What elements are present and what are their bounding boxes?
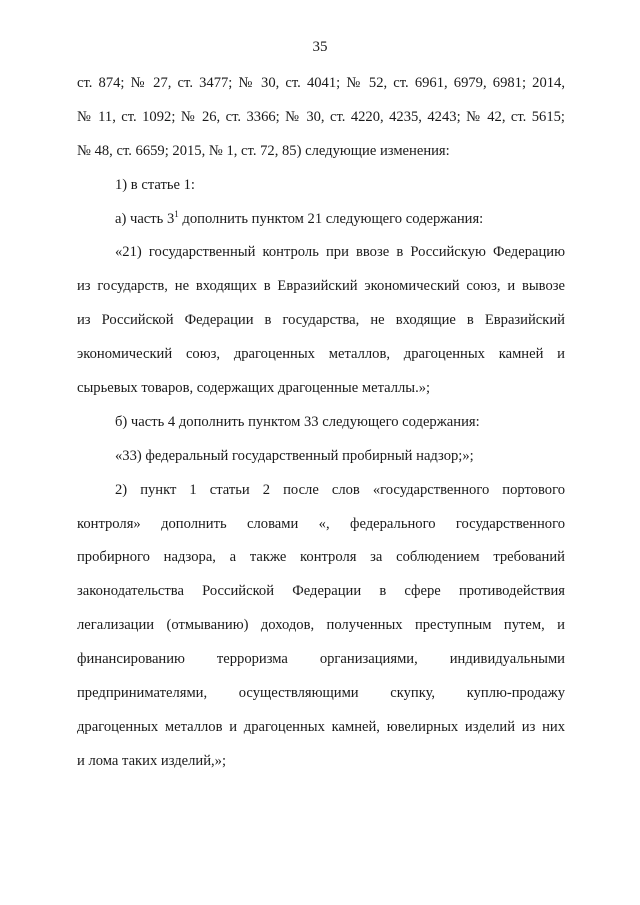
text-line: № 11, ст. 1092; № 26, ст. 3366; № 30, ст. 4220, 4235, 4243; № 42, ст. 5615; <box>77 108 565 125</box>
text-line: экономический союз, драгоценных металлов, драгоценных камней и <box>77 346 565 363</box>
text-line: пробирного надзора, а также контроля за соблюдением требований <box>77 549 565 566</box>
text-fragment: дополнить пунктом 21 следующего содержания: <box>178 210 484 227</box>
text-line: контроля» дополнить словами «, федерального государственного <box>77 515 565 532</box>
text-line: б) часть 4 дополнить пунктом 33 следующего содержания: <box>115 413 480 430</box>
text-line: легализации (отмыванию) доходов, полученных преступным путем, и <box>77 617 565 634</box>
text-line: финансированию терроризма организациями, индивидуальными <box>77 651 565 668</box>
text-line: ст. 874; № 27, ст. 3477; № 30, ст. 4041; № 52, ст. 6961, 6979, 6981; 2014, <box>77 75 565 91</box>
text-line: «33) федеральный государственный пробирный надзор;»; <box>115 447 474 464</box>
document-body <box>77 67 565 779</box>
text-line: сырьевых товаров, содержащих драгоценные металлы.»; <box>77 380 431 397</box>
text-line: 2) пункт 1 статьи 2 после слов «государственного портового <box>115 481 565 498</box>
text-line: из государств, не входящих в Евразийский экономический союз, и вывозе <box>77 278 565 295</box>
text-line: № 48, ст. 6659; 2015, № 1, ст. 72, 85) следующие изменения: <box>77 142 450 159</box>
text-line: из Российской Федерации в государства, не входящие в Евразийский <box>77 312 565 329</box>
text-line: «21) государственный контроль при ввозе в Российскую Федерацию <box>115 244 565 261</box>
text-fragment: а) часть 3 <box>115 210 175 227</box>
text-line: и лома таких изделий,»; <box>77 752 227 769</box>
page-number: 35 <box>312 39 328 55</box>
text-line: законодательства Российской Федерации в сфере противодействия <box>77 583 565 600</box>
text-line: 1) в статье 1: <box>115 176 195 193</box>
text-line <box>77 203 565 237</box>
superscript: 1 <box>174 208 179 219</box>
text-line: предпринимателями, осуществляющими скупку, куплю-продажу <box>77 685 565 702</box>
text-line: драгоценных металлов и драгоценных камней, ювелирных изделий из них <box>77 718 565 735</box>
